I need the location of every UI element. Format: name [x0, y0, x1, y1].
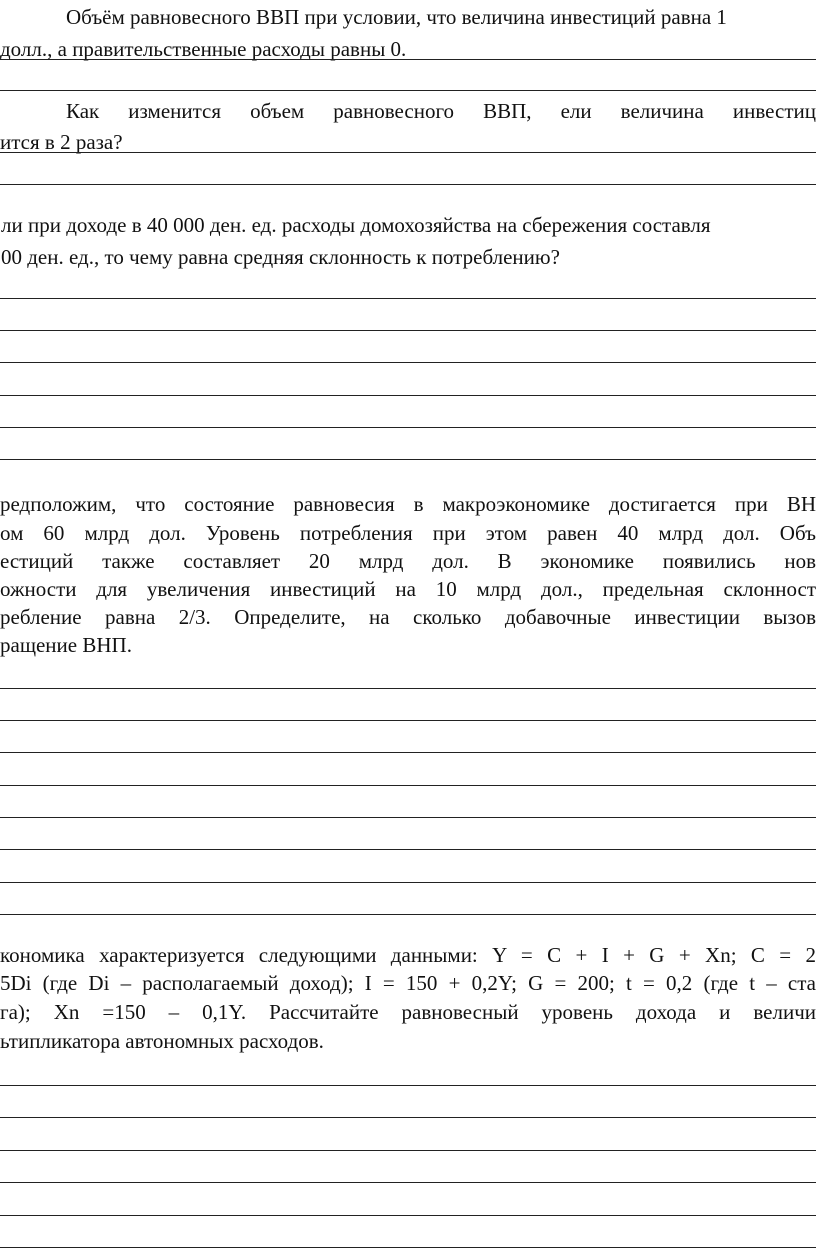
answer-line: [0, 184, 816, 185]
answer-line: [0, 1247, 816, 1248]
answer-line: [0, 1215, 816, 1216]
task-1-line-1: Объём равновесного ВВП при условии, что величина инвестиций равна 1: [66, 5, 727, 29]
answer-line: [0, 298, 816, 299]
answer-line: [0, 752, 816, 753]
answer-line: [0, 720, 816, 721]
task-5-line-3: га); Xn =150 – 0,1Y. Рассчитайте равновесный уровень дохода и величи: [0, 1000, 816, 1024]
answer-line: [0, 1182, 816, 1183]
task-1-line-2: долл., а правительственные расходы равны 0.: [0, 37, 407, 61]
task-2-line-2: ится в 2 раза?: [0, 130, 123, 154]
answer-line: [0, 688, 816, 689]
answer-line: [0, 882, 816, 883]
answer-line: [0, 59, 816, 60]
task-5-line-1: кономика характеризуется следующими данными: Y = C + I + G + Xn; C = 2: [0, 943, 816, 967]
task-4-line-5: ребление равна 2/3. Определите, на сколько добавочные инвестиции вызов: [0, 605, 816, 629]
task-5-line-4: ьтипликатора автономных расходов.: [0, 1029, 324, 1053]
task-4-line-4: ожности для увеличения инвестиций на 10 млрд дол., предельная склонност: [0, 577, 816, 601]
task-4-line-2: ом 60 млрд дол. Уровень потребления при этом равен 40 млрд дол. Объ: [0, 521, 816, 545]
answer-line: [0, 849, 816, 850]
answer-line: [0, 817, 816, 818]
answer-line: [0, 914, 816, 915]
task-5-line-2: 5Di (где Di – располагаемый доход); I = 150 + 0,2Y; G = 200; t = 0,2 (где t – ста: [0, 971, 816, 995]
task-4-line-3: естиций также составляет 20 млрд дол. В экономике появились нов: [0, 549, 816, 573]
task-3-line-2: 00 ден. ед., то чему равна средняя склонность к потреблению?: [1, 245, 560, 269]
task-4-line-1: редположим, что состояние равновесия в макроэкономике достигается при ВН: [0, 492, 816, 516]
answer-line: [0, 459, 816, 460]
task-4-line-6: ращение ВНП.: [0, 633, 132, 657]
answer-line: [0, 1085, 816, 1086]
answer-line: [0, 90, 816, 91]
task-2-line-1: Как изменится объем равновесного ВВП, ели величина инвестиц: [66, 99, 816, 123]
answer-line: [0, 152, 816, 153]
answer-line: [0, 395, 816, 396]
answer-line: [0, 1150, 816, 1151]
task-3-line-1: ли при доходе в 40 000 ден. ед. расходы домохозяйства на сбережения составля: [1, 213, 711, 237]
answer-line: [0, 330, 816, 331]
answer-line: [0, 1117, 816, 1118]
answer-line: [0, 785, 816, 786]
answer-line: [0, 362, 816, 363]
answer-line: [0, 427, 816, 428]
